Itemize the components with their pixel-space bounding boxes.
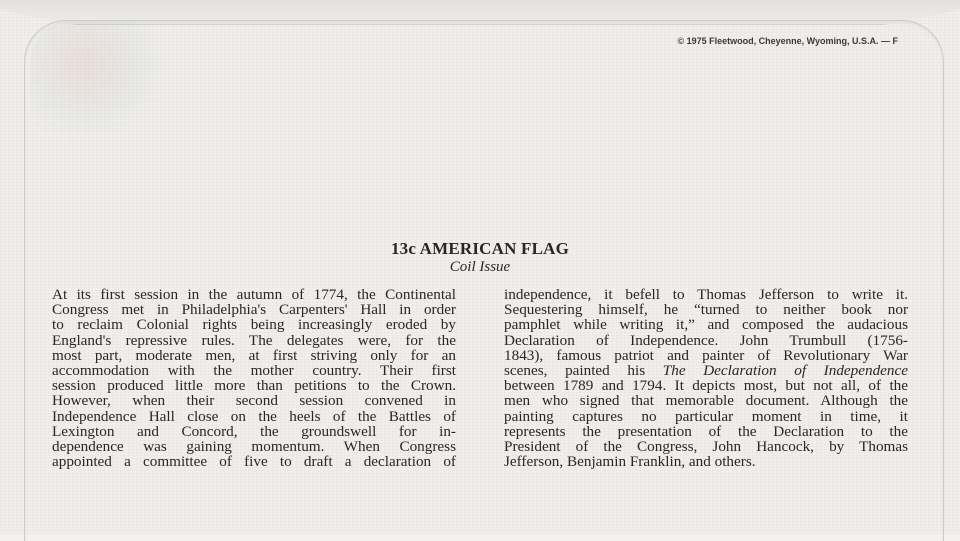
- heading: [0, 239, 960, 276]
- text-line: appointed a committee of five to draft a declaration of: [52, 453, 456, 471]
- text-line: most part, moderate men, at first striving only for an: [52, 346, 456, 364]
- text-line: Sequestering himself, he “turned to neither book nor: [504, 301, 908, 319]
- page-subtitle: Coil Issue: [449, 259, 511, 275]
- copyright-notice: © 1975 Fleetwood, Cheyenne, Wyoming, U.S.A. — F: [677, 36, 898, 46]
- text-line: However, when their second session convened in: [52, 392, 456, 410]
- left-column: [52, 287, 456, 469]
- text-line: England's repressive rules. The delegates were, for the: [52, 331, 456, 349]
- text-line: 1843), famous patriot and painter of Revolutionary War: [504, 346, 908, 364]
- text-line: President of the Congress, John Hancock, by Thomas: [504, 438, 908, 456]
- text-line: painting captures no particular moment in time, it: [504, 407, 908, 425]
- scenes-prefix: scenes, painted his: [504, 362, 646, 380]
- text-line: Declaration of Independence. John Trumbull (1756-: [504, 331, 908, 349]
- text-line: between 1789 and 1794. It depicts most, but not all, of the: [504, 377, 908, 395]
- text-line: Lexington and Concord, the groundswell for in-: [52, 422, 456, 440]
- text-line: pamphlet while writing it,” and composed the audacious: [504, 316, 908, 334]
- cachet-tint: [30, 22, 170, 142]
- text-line: represents the presentation of the Declaration to the: [504, 422, 908, 440]
- text-line: to reclaim Colonial rights being increasingly eroded by: [52, 316, 456, 334]
- right-column: [504, 287, 908, 469]
- text-line: Independence Hall close on the heels of the Battles of: [52, 407, 456, 425]
- text-line-scenes: [504, 363, 908, 378]
- page-title: 13c AMERICAN FLAG: [390, 239, 570, 258]
- painting-title: The Declaration of Independence: [662, 362, 908, 380]
- text-line: session produced little more than petitions to the Crown.: [52, 377, 456, 395]
- text-line: Jefferson, Benjamin Franklin, and others.: [504, 453, 756, 471]
- text-line: dependence was gaining momentum. When Congress: [52, 438, 456, 456]
- text-line: At its first session in the autumn of 1774, the Continental: [52, 286, 456, 303]
- text-line: independence, it befell to Thomas Jefferson to write it.: [504, 286, 908, 303]
- text-line: men who signed that memorable document. Although the: [504, 392, 908, 410]
- text-line: accommodation with the mother country. Their first: [52, 362, 456, 380]
- text-line: Congress met in Philadelphia's Carpenters' Hall in order: [52, 301, 456, 319]
